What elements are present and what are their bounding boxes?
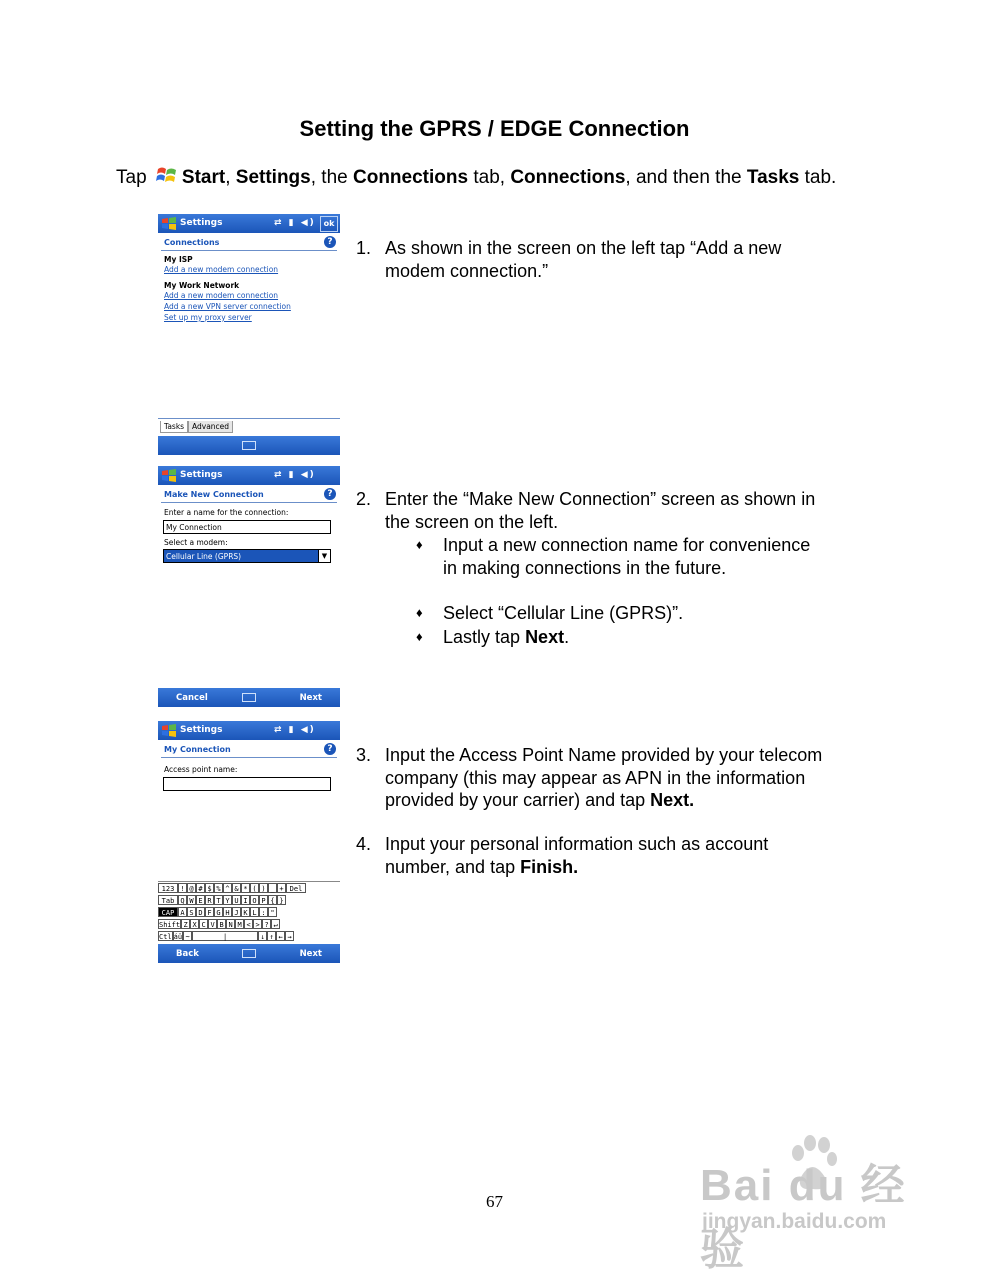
add-modem-connection-link[interactable]: Add a new modem connection (164, 291, 279, 300)
page-title: Setting the GPRS / EDGE Connection (299, 116, 690, 141)
key[interactable]: & (232, 883, 241, 893)
key[interactable]: R (205, 895, 214, 905)
add-vpn-connection-link[interactable]: Add a new VPN server connection (164, 302, 291, 311)
windows-flag-icon (161, 723, 177, 738)
make-new-connection-screenshot (158, 466, 340, 707)
intro-settings: Settings (235, 167, 311, 188)
keyboard-icon[interactable] (242, 693, 256, 702)
intro-start: Start (181, 167, 226, 188)
diamond-bullet-icon: ♦ (416, 537, 423, 552)
status-icons: ⇄ ▮ ◀) (274, 725, 316, 735)
windows-flag-icon (161, 216, 177, 231)
key[interactable]: ! (178, 883, 187, 893)
keyboard-row (158, 907, 277, 918)
key[interactable]: ↑ (267, 931, 276, 941)
modem-label: Select a modem: (164, 538, 228, 547)
intro-and-then: , and then the (625, 167, 742, 188)
ok-button[interactable]: ok (320, 216, 338, 232)
intro-sep1: , (225, 167, 231, 188)
key[interactable]: " (268, 907, 277, 917)
windows-flag-icon (161, 468, 177, 483)
title-bar (158, 721, 340, 740)
key[interactable]: Q (178, 895, 187, 905)
key[interactable]: C (199, 919, 208, 929)
cancel-button[interactable]: Cancel (176, 693, 208, 703)
connections-screenshot (158, 214, 340, 455)
key[interactable]: D (196, 907, 205, 917)
key[interactable]: N (226, 919, 235, 929)
page-number: 67 (486, 1192, 503, 1211)
tab-tasks[interactable]: Tasks (160, 421, 188, 433)
key[interactable]: Ctl (159, 933, 172, 941)
key[interactable]: < (244, 919, 253, 929)
key[interactable]: O (250, 895, 259, 905)
intro-connections: Connections (510, 167, 626, 188)
section-heading: My Work Network (164, 281, 240, 290)
key[interactable]: A (178, 907, 187, 917)
key[interactable]: H (223, 907, 232, 917)
bullet-text (443, 626, 818, 649)
status-icons: ⇄ ▮ ◀) (274, 218, 316, 228)
intro-tap: Tap (116, 167, 147, 188)
screen-title: Settings (180, 218, 223, 228)
screen-title: Settings (180, 725, 223, 735)
key[interactable]: % (214, 883, 223, 893)
modem-select[interactable] (163, 549, 331, 563)
connection-name-input[interactable]: My Connection (163, 520, 331, 534)
intro-sep2: , the (310, 167, 348, 188)
key[interactable]: _ (268, 883, 277, 893)
key[interactable]: ^ (223, 883, 232, 893)
proxy-server-link[interactable]: Set up my proxy server (164, 313, 252, 322)
title-bar (158, 214, 340, 233)
bullet-text: Select “Cellular Line (GPRS)”. (443, 603, 684, 623)
step-bold: Next. (650, 790, 695, 810)
key[interactable]: + (277, 883, 286, 893)
apn-input[interactable] (163, 777, 331, 791)
screen-subheading: My Connection (164, 745, 231, 754)
key[interactable]: ~ (183, 931, 192, 941)
key[interactable]: S (187, 907, 196, 917)
key[interactable]: ↓ (258, 931, 267, 941)
key[interactable]: ) (259, 883, 268, 893)
next-button[interactable]: Next (299, 693, 322, 703)
key[interactable]: ? (262, 919, 271, 929)
step-number: 1. (356, 238, 372, 258)
key[interactable]: : (259, 907, 268, 917)
key[interactable]: { (268, 895, 277, 905)
intro-paragraph (116, 165, 836, 189)
soft-keyboard (158, 881, 340, 948)
step-text-a: Input your personal information such as account number, and tap (385, 834, 769, 877)
keyboard-row (158, 931, 294, 942)
menu-bar (158, 688, 340, 707)
key[interactable]: P (259, 895, 268, 905)
key[interactable]: B (217, 919, 226, 929)
intro-connections-tab: Connections (353, 167, 469, 188)
key[interactable]: Z (181, 919, 190, 929)
key[interactable]: K (241, 907, 250, 917)
screen-subheading: Make New Connection (164, 490, 264, 499)
diamond-bullet-icon: ♦ (416, 629, 423, 644)
key[interactable]: U (232, 895, 241, 905)
keyboard-icon[interactable] (242, 441, 256, 450)
tab-advanced[interactable]: Advanced (188, 421, 233, 433)
key[interactable]: Y (223, 895, 232, 905)
key[interactable]: $ (205, 883, 214, 893)
status-icons: ⇄ ▮ ◀) (274, 470, 316, 480)
bullet-text-a: Lastly tap (443, 627, 521, 647)
help-icon[interactable]: ? (324, 743, 336, 755)
step-bold: Finish. (520, 856, 579, 877)
my-connection-screenshot (158, 721, 340, 963)
key[interactable]: | (192, 931, 258, 941)
step-number: 3. (356, 745, 372, 765)
key[interactable]: J (232, 907, 241, 917)
key[interactable]: > (253, 919, 262, 929)
windows-flag-icon (156, 165, 178, 185)
keyboard-row (158, 883, 306, 894)
screen-title: Settings (180, 470, 223, 480)
help-icon[interactable]: ? (324, 488, 336, 500)
step-number: 4. (356, 834, 372, 854)
key[interactable]: * (241, 883, 250, 893)
key[interactable]: ↵ (271, 919, 280, 929)
bullet-bold: Next (525, 627, 565, 647)
key[interactable]: Tab (158, 895, 178, 905)
step-number: 2. (356, 489, 372, 509)
diamond-bullet-icon: ♦ (416, 605, 423, 620)
menu-bar (158, 436, 340, 455)
step-text: As shown in the screen on the left tap “Add a new modem connection.” (385, 238, 782, 281)
step-text (385, 833, 835, 878)
key[interactable]: → (285, 931, 294, 941)
key[interactable]: G (214, 907, 223, 917)
key[interactable]: Del (286, 883, 306, 893)
bullet-end: . (564, 627, 570, 647)
key[interactable]: L (250, 907, 259, 917)
step-text: Enter the “Make New Connection” screen as shown in the screen on the left. (385, 489, 816, 532)
apn-label: Access point name: (164, 765, 238, 774)
key[interactable]: 123 (158, 883, 178, 893)
divider (161, 250, 337, 251)
key[interactable]: @ (187, 883, 196, 893)
name-label: Enter a name for the connection: (164, 508, 289, 517)
intro-tab-word: tab, (473, 167, 506, 188)
key[interactable]: E (196, 895, 205, 905)
next-button[interactable]: Next (299, 949, 322, 959)
key[interactable]: ← (276, 931, 285, 941)
modem-select-value: Cellular Line (GPRS) (166, 552, 242, 561)
key[interactable]: V (208, 919, 217, 929)
screen-subheading: Connections (164, 238, 220, 247)
keyboard-row (158, 919, 280, 930)
intro-end: tab. (804, 167, 837, 188)
key[interactable]: W (187, 895, 196, 905)
key[interactable]: Shift (159, 921, 181, 929)
step-text (385, 744, 835, 812)
key[interactable]: M (235, 919, 244, 929)
key[interactable]: F (205, 907, 214, 917)
title-bar (158, 466, 340, 485)
key[interactable]: ( (250, 883, 259, 893)
intro-tasks: Tasks (746, 167, 800, 188)
menu-bar (158, 944, 340, 963)
divider (161, 757, 337, 758)
watermark-url: jingyan.baidu.com (702, 1210, 887, 1233)
help-icon[interactable]: ? (324, 236, 336, 248)
divider (161, 502, 337, 503)
key[interactable]: X (190, 919, 199, 929)
keyboard-row (158, 895, 286, 906)
chevron-down-icon[interactable]: ▼ (318, 550, 330, 562)
key[interactable]: # (196, 883, 205, 893)
key[interactable]: T (214, 895, 223, 905)
add-modem-connection-link[interactable]: Add a new modem connection (164, 265, 279, 274)
key[interactable]: I (241, 895, 250, 905)
watermark-logo: Bai du 经验 (700, 1161, 907, 1274)
bullet-text: Input a new connection name for convenience in making connections in the future. (443, 535, 811, 578)
key[interactable]: áü (173, 933, 183, 941)
keyboard-icon[interactable] (242, 949, 256, 958)
tab-strip (158, 418, 340, 435)
section-heading: My ISP (164, 255, 193, 264)
back-button[interactable]: Back (176, 949, 199, 959)
key[interactable]: CAP (158, 907, 178, 917)
key[interactable]: } (277, 895, 286, 905)
step-text-a: Input the Access Point Name provided by your telecom company (this may appear as APN in the information provided by your carrier) and tap (385, 745, 823, 810)
baidu-watermark (700, 1135, 940, 1274)
